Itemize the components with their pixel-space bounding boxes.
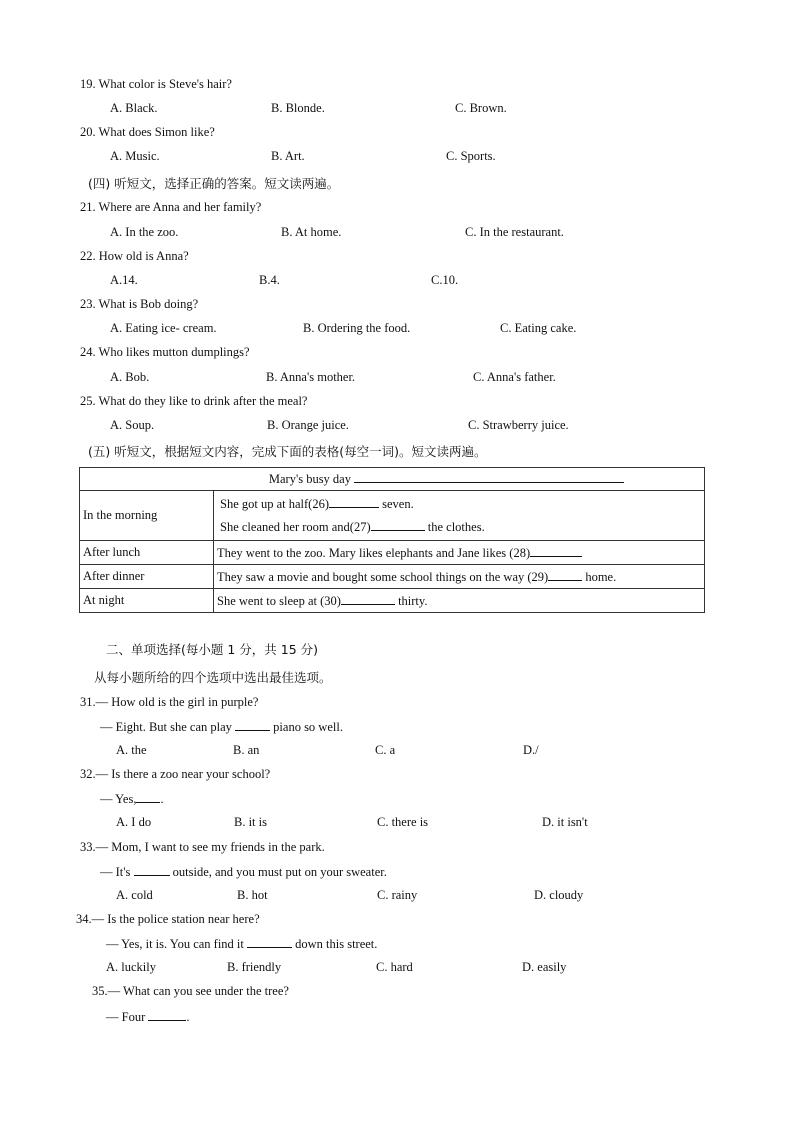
option-25-c[interactable]: C. Strawberry juice. <box>468 418 569 432</box>
blank-32[interactable] <box>136 791 160 803</box>
blank-35[interactable] <box>148 1009 186 1021</box>
option-31-a[interactable]: A. the <box>116 743 147 757</box>
blank-27[interactable] <box>371 519 425 531</box>
question-19: 19. What color is Steve's hair? <box>80 77 232 91</box>
title-underline <box>354 471 624 483</box>
option-33-c[interactable]: C. rainy <box>377 888 418 902</box>
marys-busy-day-table <box>79 467 705 613</box>
part-2-instruction: 从每小题所给的四个选项中选出最佳选项。 <box>94 670 332 685</box>
answer-line-34 <box>106 936 377 952</box>
cell-text: thirty. <box>394 593 428 608</box>
section-5-heading: (五) 听短文，根据短文内容，完成下面的表格(每空一词)。短文读两遍。 <box>88 444 487 459</box>
answer-text: . <box>186 1010 190 1024</box>
answer-text: — Yes, <box>100 792 137 806</box>
row-label: After lunch <box>80 541 214 565</box>
blank-28[interactable] <box>530 545 582 557</box>
answer-line-31 <box>100 719 343 735</box>
table-title: Mary's busy day <box>268 472 351 486</box>
answer-text: — Eight. But she can play <box>100 720 236 734</box>
option-25-b[interactable]: B. Orange juice. <box>267 418 349 432</box>
option-32-a[interactable]: A. I do <box>116 815 152 829</box>
question-31: 31.— How old is the girl in purple? <box>80 695 259 709</box>
option-24-c[interactable]: C. Anna's father. <box>473 370 556 384</box>
table-cell <box>214 565 705 589</box>
option-31-b[interactable]: B. an <box>233 743 260 757</box>
option-31-d[interactable]: D./ <box>523 743 539 757</box>
answer-text: outside, and you must put on your sweater. <box>169 865 387 879</box>
answer-line-35 <box>106 1009 190 1025</box>
table-cell <box>214 541 705 565</box>
cell-text: the clothes. <box>424 519 485 534</box>
option-22-a[interactable]: A.14. <box>110 273 138 287</box>
option-25-a[interactable]: A. Soup. <box>110 418 155 432</box>
section-4-heading: (四) 听短文，选择正确的答案。短文读两遍。 <box>88 176 340 191</box>
question-35: 35.— What can you see under the tree? <box>92 984 289 998</box>
table-title-cell <box>80 468 705 491</box>
cell-text: She went to sleep at (30) <box>217 593 341 608</box>
option-21-c[interactable]: C. In the restaurant. <box>465 225 564 239</box>
option-32-c[interactable]: C. there is <box>377 815 429 829</box>
answer-text: — It's <box>100 865 134 879</box>
question-21: 21. Where are Anna and her family? <box>80 200 262 214</box>
row-label: In the morning <box>80 491 214 541</box>
cell-text: They went to the zoo. Mary likes elephants and Jane likes (28) <box>217 545 531 560</box>
option-19-a[interactable]: A. Black. <box>110 101 158 115</box>
question-24: 24. Who likes mutton dumplings? <box>80 345 250 359</box>
row-label: At night <box>80 589 214 613</box>
blank-26[interactable] <box>329 496 379 508</box>
option-21-b[interactable]: B. At home. <box>281 225 342 239</box>
question-34: 34.— Is the police station near here? <box>76 912 260 926</box>
option-32-b[interactable]: B. it is <box>234 815 267 829</box>
option-34-d[interactable]: D. easily <box>522 960 567 974</box>
option-34-c[interactable]: C. hard <box>376 960 413 974</box>
question-25: 25. What do they like to drink after the meal? <box>80 394 308 408</box>
question-23: 23. What is Bob doing? <box>80 297 199 311</box>
answer-line-32 <box>100 791 164 807</box>
blank-33[interactable] <box>134 864 170 876</box>
option-24-b[interactable]: B. Anna's mother. <box>266 370 356 384</box>
option-22-b[interactable]: B.4. <box>259 273 280 287</box>
cell-text: home. <box>582 569 617 584</box>
question-22: 22. How old is Anna? <box>80 249 189 263</box>
cell-text: seven. <box>379 496 414 511</box>
option-33-d[interactable]: D. cloudy <box>534 888 584 902</box>
option-33-b[interactable]: B. hot <box>237 888 268 902</box>
answer-text: down this street. <box>292 937 378 951</box>
option-33-a[interactable]: A. cold <box>116 888 153 902</box>
option-32-d[interactable]: D. it isn't <box>542 815 588 829</box>
blank-34[interactable] <box>247 936 292 948</box>
option-20-a[interactable]: A. Music. <box>110 149 160 163</box>
option-19-b[interactable]: B. Blonde. <box>271 101 325 115</box>
option-23-a[interactable]: A. Eating ice- cream. <box>110 321 217 335</box>
answer-text: — Four <box>106 1010 149 1024</box>
option-20-c[interactable]: C. Sports. <box>446 149 496 163</box>
answer-text: — Yes, it is. You can find it <box>106 937 247 951</box>
blank-30[interactable] <box>341 593 395 605</box>
option-24-a[interactable]: A. Bob. <box>110 370 150 384</box>
table-cell <box>214 589 705 613</box>
answer-line-33 <box>100 864 387 880</box>
option-23-c[interactable]: C. Eating cake. <box>500 321 577 335</box>
row-label: After dinner <box>80 565 214 589</box>
answer-text: piano so well. <box>270 720 343 734</box>
blank-31[interactable] <box>235 719 270 731</box>
option-22-c[interactable]: C.10. <box>431 273 459 287</box>
question-20: 20. What does Simon like? <box>80 125 215 139</box>
option-21-a[interactable]: A. In the zoo. <box>110 225 179 239</box>
table-cell <box>214 491 705 541</box>
part-2-heading: 二、单项选择(每小题 1 分，共 15 分) <box>106 642 319 657</box>
option-20-b[interactable]: B. Art. <box>271 149 305 163</box>
cell-text: They saw a movie and bought some school things on the way (29) <box>217 569 549 584</box>
option-19-c[interactable]: C. Brown. <box>455 101 507 115</box>
cell-text: She cleaned her room and(27) <box>220 519 371 534</box>
cell-text: She got up at half(26) <box>220 496 330 511</box>
question-32: 32.— Is there a zoo near your school? <box>80 767 271 781</box>
option-31-c[interactable]: C. a <box>375 743 396 757</box>
answer-text: . <box>160 792 164 806</box>
question-33: 33.— Mom, I want to see my friends in the park. <box>80 840 325 854</box>
blank-29[interactable] <box>548 569 582 581</box>
option-23-b[interactable]: B. Ordering the food. <box>303 321 411 335</box>
option-34-b[interactable]: B. friendly <box>227 960 282 974</box>
option-34-a[interactable]: A. luckily <box>106 960 156 974</box>
